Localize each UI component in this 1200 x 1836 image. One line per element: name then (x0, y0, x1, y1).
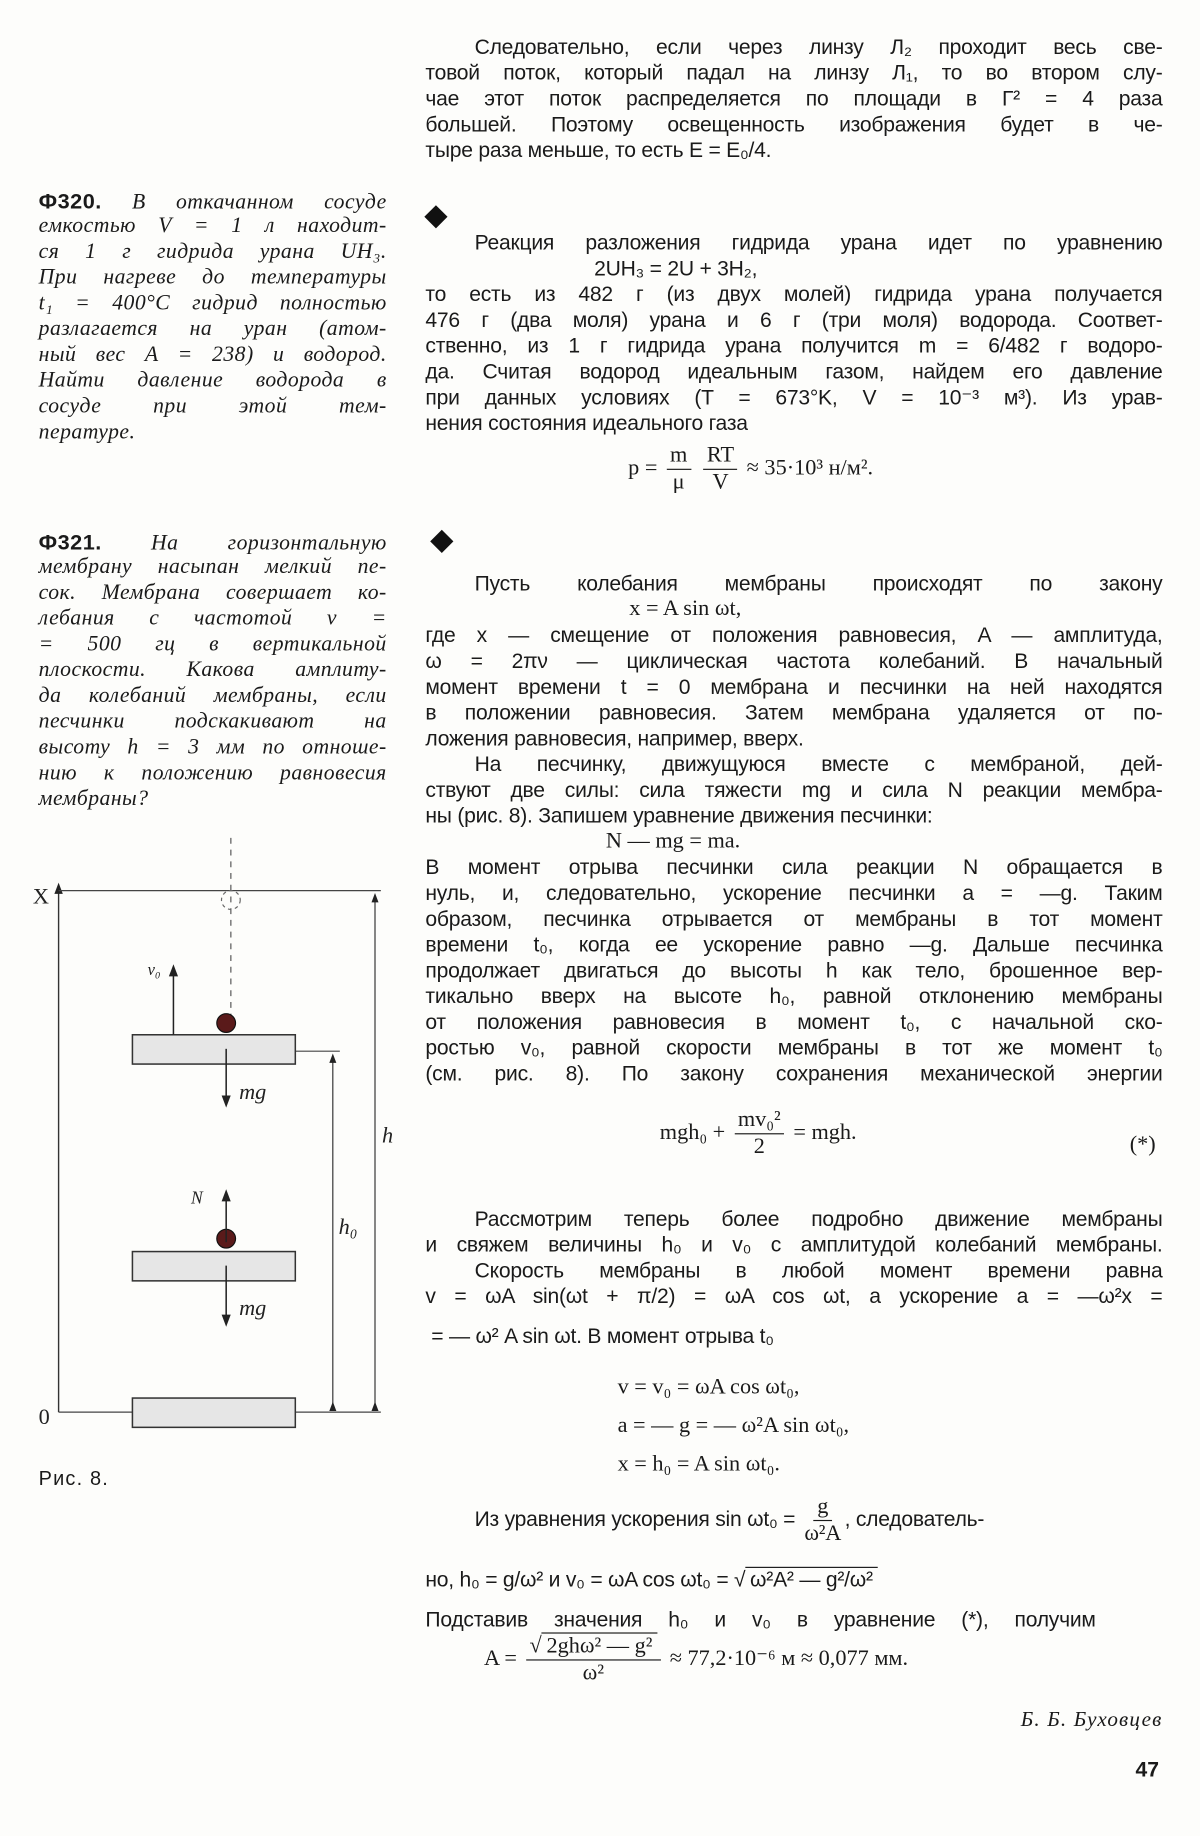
n-label: N (191, 1187, 203, 1208)
author-signature: Б. Б. Буховцев (1020, 1707, 1163, 1731)
h0-label: h₀ (338, 1213, 358, 1239)
text-line: в положении равновесия. Затем мембрана удаляется от по- (425, 700, 1163, 725)
text-line: товой поток, который падал на линзу Л₁, то во втором слу- (425, 60, 1163, 85)
text-line: ный вес A = 238) и водород. (38, 343, 387, 367)
text-line: ростью v₀, равной скорости мембраны в тот же момент t₀ (425, 1035, 1163, 1060)
membrane-bottom (132, 1398, 295, 1427)
origin-label: 0 (38, 1403, 50, 1429)
text: , следователь- (844, 1507, 985, 1531)
text-line: Реакция разложения гидрида урана идет по уравнению (474, 230, 1163, 255)
numerator: g (814, 1494, 832, 1521)
denominator: ω² (582, 1660, 604, 1686)
text-line: чае этот поток распределяется по площади в Г² = 4 раза (425, 86, 1163, 111)
newton-equation: N — mg = ma. (605, 828, 741, 854)
text-line: сок. Мембрана совершает ко- (38, 581, 387, 605)
text-line: нуль, и, следовательно, ускорение песчинки a = —g. Таким (425, 881, 1163, 905)
formula-lhs: p = (628, 455, 658, 481)
text-line: мембрану насыпан мелкий пе- (38, 555, 387, 579)
text-line: да. Считая водород идеальным газом, найдем его давление (425, 359, 1163, 384)
page-number: 47 (1135, 1757, 1159, 1782)
text-line: ственно, из 1 г гидрида урана получится m = 6/482 г водоро- (425, 333, 1163, 358)
text-line: при данных условиях (T = 673°K, V = 10⁻³ м³). Из урав- (425, 385, 1163, 409)
text-line: лебания с частотой ν = (38, 607, 387, 631)
text-line: При нагреве до температуры (38, 266, 387, 290)
text-line: ложения равновесия, например, вверх. (425, 726, 804, 750)
text-line: то есть из 482 г (из двух молей) гидрида урана получается (425, 282, 1163, 306)
radicand: ω²A² — g²/ω² (745, 1567, 877, 1592)
text-line: = 500 гц в вертикальной (38, 632, 387, 657)
solution-321-line: = — ω² A sin ωt. В момент отрыва t₀ (431, 1324, 774, 1348)
text-line: от положения равновесия в момент t₀, с начальной ско- (425, 1010, 1163, 1034)
problem-number: Ф321. (38, 529, 102, 555)
numerator: RT (703, 443, 737, 470)
text-line: большей. Поэтому освещенность изображения будет в че- (425, 112, 1163, 136)
text-line: тикально вверх на высоте h₀, равной отклонению мембраны (425, 984, 1163, 1008)
text-line: На песчинку, движущуюся вместе с мембраной, дей- (474, 752, 1163, 776)
membrane-top (132, 1035, 295, 1064)
text-line: Скорость мембраны в любой момент времени равна (474, 1258, 1163, 1283)
text-line: 476 г (два моля) урана и 6 г (три моля) водорода. Соответ- (425, 308, 1163, 332)
text-line: образом, песчинка отрывается от мембраны в тот момент (425, 907, 1163, 931)
mg-label-top: mg (239, 1079, 267, 1105)
text-line: пературе. (38, 420, 136, 445)
text-line: Подставив значения h₀ и v₀ в уравнение (*), получим (425, 1607, 1096, 1632)
formula-rhs: ≈ 35·10³ н/м². (746, 455, 874, 481)
denominator: V (712, 469, 729, 495)
membrane-middle (132, 1252, 295, 1281)
mg-label-bottom: mg (239, 1294, 267, 1320)
h-label: h (382, 1122, 394, 1148)
text-line: ны (рис. 8). Запишем уравнение движения песчинки: (425, 803, 933, 828)
denominator: 2 (753, 1134, 765, 1159)
text-line: мембраны? (38, 787, 149, 811)
problem-number: Ф320. (38, 188, 102, 214)
axis-label: X (32, 883, 49, 909)
text-line: песчинки подскакивают на (38, 710, 387, 734)
denominator: μ (672, 469, 685, 495)
text-line: высоту h = 3 мм по отноше- (38, 735, 387, 760)
text-line: разлагается на уран (атом- (38, 317, 387, 342)
figure-caption: Рис. 8. (38, 1467, 109, 1490)
text: На горизонтальную (101, 532, 387, 556)
displacement-equation: x = h₀ = A sin ωt₀. (617, 1451, 780, 1477)
text-line: продолжает двигаться до высоты h как тело, брошенное вер- (425, 958, 1163, 983)
text-line: В момент отрыва песчинки сила реакции N обращается в (425, 855, 1163, 879)
text-line: (см. рис. 8). По закону сохранения механической энергии (425, 1061, 1163, 1086)
text-line: ω = 2πν — циклическая частота колебаний. В начальный (425, 649, 1163, 673)
root-sign: √ (529, 1633, 542, 1659)
reaction-equation: 2UH₃ = 2U + 3H₂, (594, 256, 758, 281)
acceleration-equation: a = — g = — ω²A sin ωt₀, (617, 1413, 850, 1438)
text-line: Пусть колебания мембраны происходят по закону (474, 571, 1163, 596)
velocity-equation: v = v₀ = ωA cos ωt₀, (617, 1374, 800, 1400)
text: но, h₀ = g/ω² и v₀ = ωA cos ωt₀ = √ (425, 1567, 746, 1592)
text-line: v = ωA sin(ωt + π/2) = ωA cos ωt, а ускорение a = —ω²x = (425, 1284, 1163, 1308)
radicand: 2ghω² — g² (542, 1632, 657, 1658)
text-line: нию к положению равновесия (38, 761, 387, 786)
formula-lhs: A = (483, 1646, 517, 1671)
v0-label: v₀ (147, 960, 161, 979)
oscillation-law: x = A sin ωt, (629, 596, 742, 622)
text-line: t₁ = 400°C гидрид полностью (38, 291, 387, 316)
formula-rhs: ≈ 77,2·10⁻⁶ м ≈ 0,077 мм. (669, 1646, 909, 1671)
equation-tag: (*) (1129, 1132, 1156, 1157)
text-line: ся 1 г гидрида урана UH₃. (38, 240, 387, 264)
text-line: Найти давление водорода в (38, 369, 387, 393)
numerator: m (666, 443, 690, 470)
text: Из уравнения ускорения sin ωt₀ = (474, 1507, 796, 1531)
text-line: Рассмотрим теперь более подробно движение мембраны (474, 1207, 1163, 1231)
text-line: и свяжем величины h₀ и v₀ с амплитудой колебаний мембраны. (425, 1232, 1163, 1257)
text-line: нения состояния идеального газа (425, 411, 748, 435)
formula-rhs: = mgh. (793, 1120, 857, 1145)
text-line: момент времени t = 0 мембрана и песчинки на ней находятся (425, 675, 1163, 699)
text-line: сосуде при этой тем- (38, 394, 387, 419)
text: В откачанном сосуде (101, 191, 387, 215)
sand-grain-top (217, 1014, 236, 1033)
formula-lhs: mgh₀ + (659, 1120, 726, 1145)
text-line: времени t₀, когда ее ускорение равно —g. Дальше песчинка (425, 932, 1163, 957)
text-line: где x — смещение от положения равновесия, A — амплитуда, (425, 623, 1163, 647)
numerator: mv₀² (734, 1107, 784, 1134)
text-line: да колебаний мембраны, если (38, 684, 387, 708)
text-line: плоскости. Какова амплиту- (38, 658, 387, 683)
denominator: ω²A (804, 1521, 842, 1546)
text-line: Следовательно, если через линзу Л₂ проходит весь све- (474, 35, 1163, 59)
text-line: ствуют две силы: сила тяжести mg и сила N реакции мембра- (425, 778, 1163, 802)
text-line: тыре раза меньше, то есть E = E₀/4. (425, 138, 772, 162)
text-line: емкостью V = 1 л находит- (38, 214, 387, 238)
